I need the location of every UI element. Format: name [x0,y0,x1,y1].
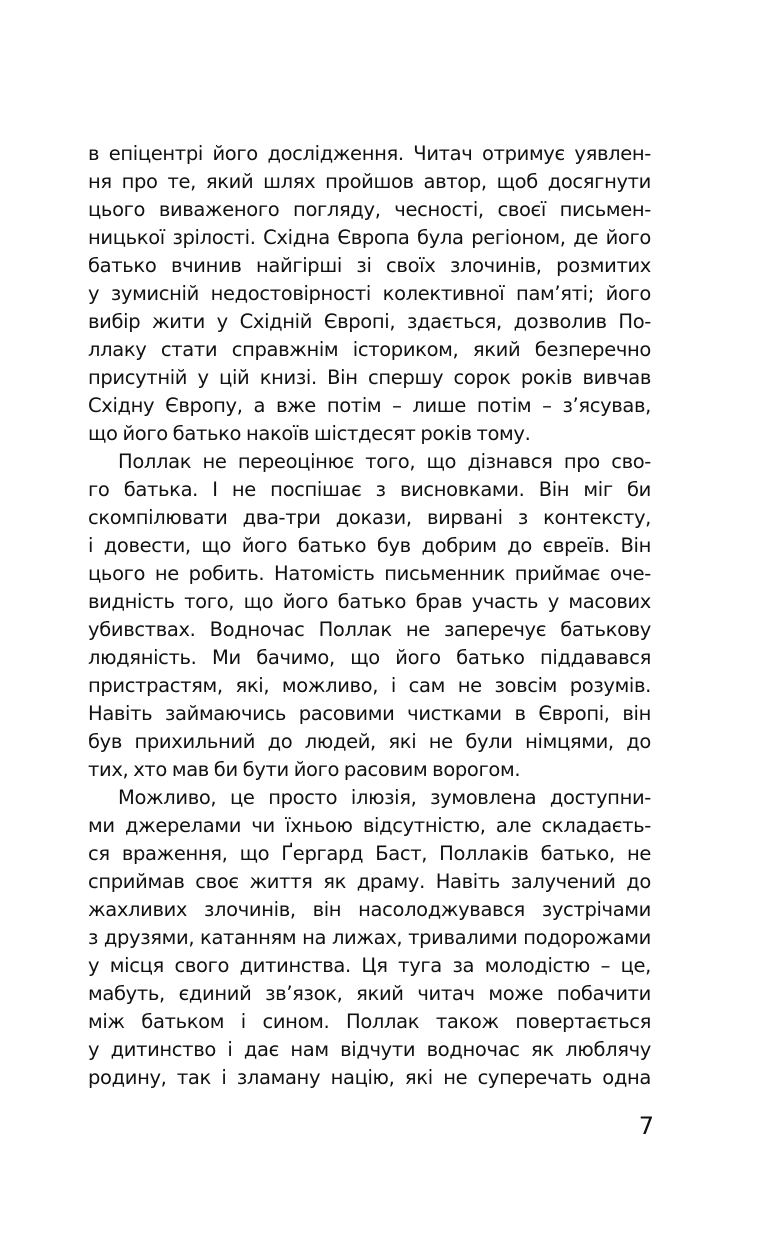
text-line: скомпілювати два-три докази, вирвані з контексту, [88,506,651,529]
text-line: у місця свого дитинства. Ця туга за молодістю – це, [88,954,651,977]
text-line: видність того, що його батько брав участь у масових [88,590,651,613]
text-line: убивствах. Водночас Поллак не заперечує батькову [88,618,651,641]
text-line: у зумисній недостовірності колективної пам’яті; його [88,282,651,305]
text-line: Навіть займаючись расовими чистками в Європі, він [88,702,651,725]
text-line: Поллак не переоцінює того, що дізнався про сво- [118,450,651,473]
text-line: вибір жити у Східній Європі, здається, дозволив По- [88,310,651,333]
text-line: сприймав своє життя як драму. Навіть залучений до [88,870,651,893]
text-line: цього виваженого погляду, чесності, своєї письмен- [88,198,651,221]
paragraph-1 [88,140,651,448]
text-line: і довести, що його батько був добрим до євреїв. Він [88,534,651,557]
page-number: 7 [638,1112,654,1140]
text-line: ми джерелами чи їхньою відсутністю, але складаєть- [88,814,651,837]
text-line: що його батько накоїв шістдесят років тому. [88,422,531,445]
text-line: Східну Європу, а вже потім – лише потім – з’ясував, [88,394,651,417]
text-line: у дитинство і дає нам відчути водночас як люблячу [88,1038,651,1061]
text-line: людяність. Ми бачимо, що його батько піддавався [88,646,651,669]
paragraph-3 [88,784,651,1092]
text-line: го батька. І не поспішає з висновками. Він міг би [88,478,651,501]
paragraph-2 [88,448,651,784]
text-line: цього не робить. Натомість письменник приймає оче- [88,562,651,585]
text-line: між батьком і сином. Поллак також повертається [88,1010,651,1033]
text-line: ллаку стати справжнім істориком, який безперечно [88,338,651,361]
text-line: родину, так і зламану націю, які не суперечать одна [88,1066,651,1089]
text-line: пристрастям, які, можливо, і сам не зовсім розумів. [88,674,651,697]
text-line: ницької зрілості. Східна Європа була регіоном, де його [88,226,651,249]
body-text [88,140,651,1092]
text-line: ня про те, який шлях пройшов автор, щоб досягнути [88,170,651,193]
text-line: присутній у цій книзі. Він спершу сорок років вивчав [88,366,651,389]
text-line: ся враження, що Ґергард Баст, Поллаків батько, не [88,842,651,865]
text-line: з друзями, катанням на лижах, тривалими подорожами [88,926,651,949]
text-line: тих, хто мав би бути його расовим ворогом. [88,758,521,781]
text-line: жахливих злочинів, він насолоджувався зустрічами [88,898,651,921]
text-line: в епіцентрі його дослідження. Читач отримує уявлен- [88,142,651,165]
text-line: мабуть, єдиний зв’язок, який читач може побачити [88,982,651,1005]
text-line: батько вчинив найгірші зі своїх злочинів, розмитих [88,254,651,277]
text-line: був прихильний до людей, які не були німцями, до [88,730,651,753]
text-line: Можливо, це просто ілюзія, зумовлена доступни- [118,786,651,809]
